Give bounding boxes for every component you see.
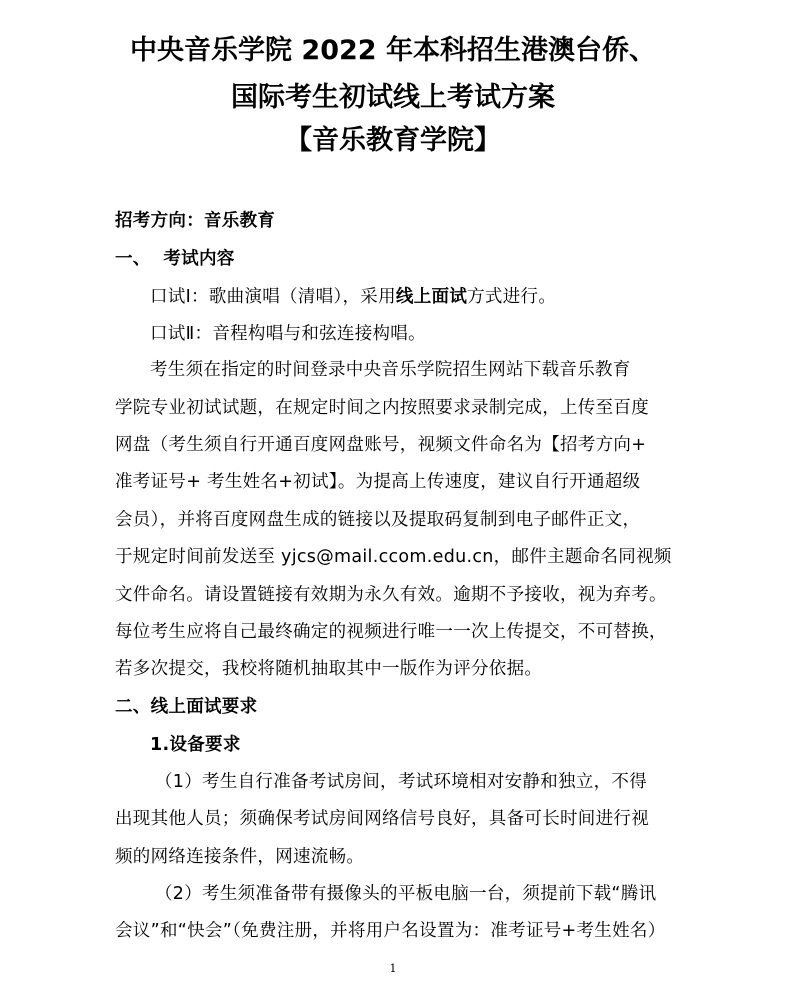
paragraph-line: 考生须在指定的时间登录中央音乐学院招生网站下载音乐教育 (150, 360, 631, 380)
paragraph-line: 每位考生应将自己最终确定的视频进行唯一一次上传提交，不可替换， (115, 622, 667, 642)
oral-exam-2: 口试Ⅱ：音程构唱与和弦连接构唱。 (150, 324, 426, 344)
subsection-heading-equipment: 1.设备要求 (150, 735, 241, 755)
paragraph-line-email: 于规定时间前发送至 yjcs@mail.ccom.edu.cn，邮件主题命名同视频 (115, 547, 672, 567)
title-line-3: 【音乐教育学院】 (285, 125, 501, 156)
paragraph-line: 文件命名。请设置链接有效期为永久有效。逾期不予接收，视为弃考。 (115, 585, 667, 605)
paragraph-line: 若多次提交，我校将随机抽取其中一版作为评分依据。 (115, 659, 543, 679)
requirement-2-line: 会议”和“快会”（免费注册，并将用户名设置为：准考证号+考生姓名） (115, 921, 666, 941)
paragraph-line: 会员），并将百度网盘生成的链接以及提取码复制到电子邮件正文， (115, 510, 641, 530)
oral-exam-1 (150, 283, 556, 308)
page-number: 1 (389, 962, 397, 975)
section-heading-online-interview: 二、线上面试要求 (115, 697, 258, 717)
oral-exam-1-prefix: 口试Ⅰ：歌曲演唱（清唱），采用 (150, 287, 396, 307)
oral-exam-1-bold: 线上面试 (395, 287, 468, 307)
paragraph-line: 准考证号+ 考生姓名+初试】。为提高上传速度，建议自行开通超级 (115, 472, 641, 492)
title-line-2: 国际考生初试线上考试方案 (231, 82, 555, 113)
section-heading-exam-content: 一、 考试内容 (115, 249, 235, 269)
paragraph-line: 网盘（考生须自行开通百度网盘账号，视频文件命名为【招考方向+ (115, 435, 647, 455)
requirement-1-line: （1）考生自行准备考试房间，考试环境相对安静和独立，不得 (155, 772, 648, 792)
title-line-1: 中央音乐学院 2022 年本科招生港澳台侨、 (130, 35, 656, 66)
requirement-1-line: 出现其他人员；须确保考试房间网络信号良好，具备可长时间进行视 (115, 809, 649, 829)
oral-exam-1-suffix: 方式进行。 (467, 287, 557, 307)
requirement-1-line: 频的网络连接条件，网速流畅。 (115, 847, 365, 867)
exam-direction: 招考方向：音乐教育 (115, 211, 276, 231)
requirement-2-line: （2）考生须准备带有摄像头的平板电脑一台，须提前下载“腾讯 (155, 884, 657, 904)
paragraph-line: 学院专业初试试题，在规定时间之内按照要求录制完成，上传至百度 (115, 398, 649, 418)
